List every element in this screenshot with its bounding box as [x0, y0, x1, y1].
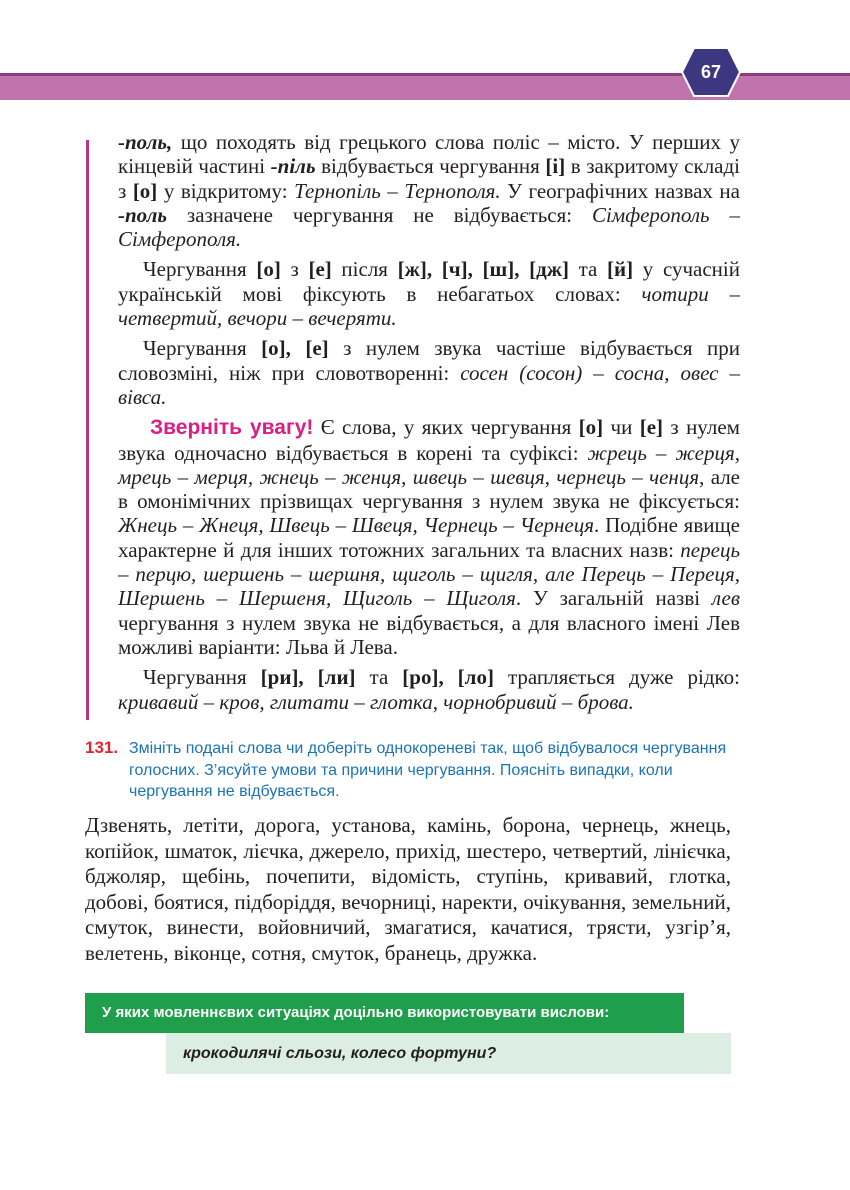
text-run: -поль, — [118, 130, 173, 154]
text-run: Є слова, у яких чергування — [313, 415, 579, 440]
text-run: [і] — [545, 154, 566, 179]
text-run: зазначене чергування не відбувається: — [167, 202, 592, 227]
text-run: Жнець – Жнеця, Швець – Швеця, Чернець – Чернеця — [118, 513, 595, 538]
text-run: перець – перцю, шершень – шершня, щиголь – щигля, але Перець – Переця, Шершень – Шершеня, Щиголь – Щиголя — [118, 537, 740, 611]
text-run: та — [568, 257, 608, 282]
text-run: [е] — [308, 257, 332, 282]
text-run: У географічних назвах на — [500, 178, 740, 203]
rule-paragraph — [90, 130, 740, 251]
text-run: з — [280, 257, 309, 282]
rule-paragraph — [90, 336, 740, 409]
text-run: чотири – четвертий, вечори – вечеряти. — [118, 281, 740, 331]
text-run: Тернопіль – Тернополя. — [294, 178, 501, 203]
text-run: жрець – жерця, мрець – мерця, жнець – женця, швець – шевця, чернець – ченця — [118, 440, 740, 489]
text-run: Чергування — [143, 257, 257, 282]
text-run: -піль — [270, 154, 316, 179]
speech-task-question: У яких мовленнєвих ситуаціях доцільно використовувати вислови: — [85, 993, 684, 1033]
exercise-task: Змініть подані слова чи доберіть однокореневі так, щоб відбувалося чергування голосних. З’ясуйте умови та причини чергування. Поясніть випадки, коли чергування не відбувається. — [129, 740, 727, 800]
text-run: кривавий – кров, глитати – глотка, чорнобривий – брова. — [118, 689, 634, 714]
text-run: з нулем звука одночасно відбувається в корені та суфіксі: — [118, 415, 740, 465]
text-run: в закритому складі з — [118, 154, 741, 203]
text-run: [о] — [132, 178, 158, 203]
rule-paragraph — [90, 665, 740, 714]
text-run: з нулем звука частіше відбувається при словозміні, ніж при словотворенні: — [118, 336, 741, 385]
text-run: після — [331, 257, 398, 282]
exercise-number: 131. — [85, 738, 119, 757]
text-run: , але в омонімічних прізвищах чергування з нулем звука не фіксується: — [118, 464, 740, 514]
text-run: [й] — [607, 257, 634, 282]
text-run: Сімферополь – Сімферополя. — [118, 202, 740, 252]
text-run: сосен (сосон) – сосна, овес – вівса. — [118, 360, 740, 409]
text-run: відбувається чергування — [315, 154, 546, 179]
exercise — [85, 738, 745, 803]
text-run: . Подібне явище характерне й для інших тотожних загальних та власних назв: — [118, 513, 740, 562]
text-run: чергування з нулем звука не відбувається, а для власного імені Лев можливі варіанти: Льва й Лева. — [118, 610, 740, 659]
text-run: що походять від грецького слова поліс – місто. У перших у кінцевій частині — [118, 130, 740, 179]
text-run: -поль — [118, 202, 168, 227]
page-number-badge — [680, 46, 742, 98]
text-run: та — [355, 665, 403, 690]
text-run: у сучасній українській мові фіксують в небагатьох словах: — [118, 257, 740, 306]
text-run: чи — [603, 415, 640, 440]
rule-margin-bar — [86, 140, 89, 720]
rule-paragraph — [90, 415, 740, 659]
text-run: Чергування — [143, 336, 262, 361]
text-run: [ри], [ли] — [260, 665, 356, 690]
rule-text — [90, 130, 740, 720]
text-run: лев — [711, 586, 740, 611]
text-run: трапляється дуже рідко: — [493, 665, 740, 690]
speech-task-phrases: крокодилячі сльози, колесо фортуни? — [166, 1033, 731, 1074]
text-run: [о], [е] — [261, 336, 329, 361]
attention-note: Зверніть увагу! — [150, 416, 314, 440]
page-number: 67 — [700, 62, 722, 82]
text-run: [о] — [256, 257, 281, 282]
text-run: [ро], [ло] — [402, 665, 494, 690]
text-run: Чергування — [143, 665, 261, 690]
text-run: . У загальній назві — [515, 586, 712, 611]
text-run: у відкритому: — [157, 178, 295, 203]
text-run: [о] — [578, 415, 604, 440]
text-run: [ж], [ч], [ш], [дж] — [397, 257, 569, 282]
rule-paragraph — [90, 257, 740, 330]
exercise-word-list: Дзвенять, летіти, дорога, установа, камінь, борона, чернець, жнець, копійок, шматок, лієчка, джерело, прихід, шестеро, четвертий, лінієчка, бджоляр, щебінь, почепити, відомість, ступінь, кривавий, глотка, добові, боятися, підборіддя, вечорниці, наректи, очікування, земельний, смуток, винести, войовничий, змагатися, качатися, трясти, узгір’я, велетень, віконце, сотня, смуток, бранець, дружка. — [85, 813, 731, 965]
text-run: [е] — [639, 415, 664, 440]
